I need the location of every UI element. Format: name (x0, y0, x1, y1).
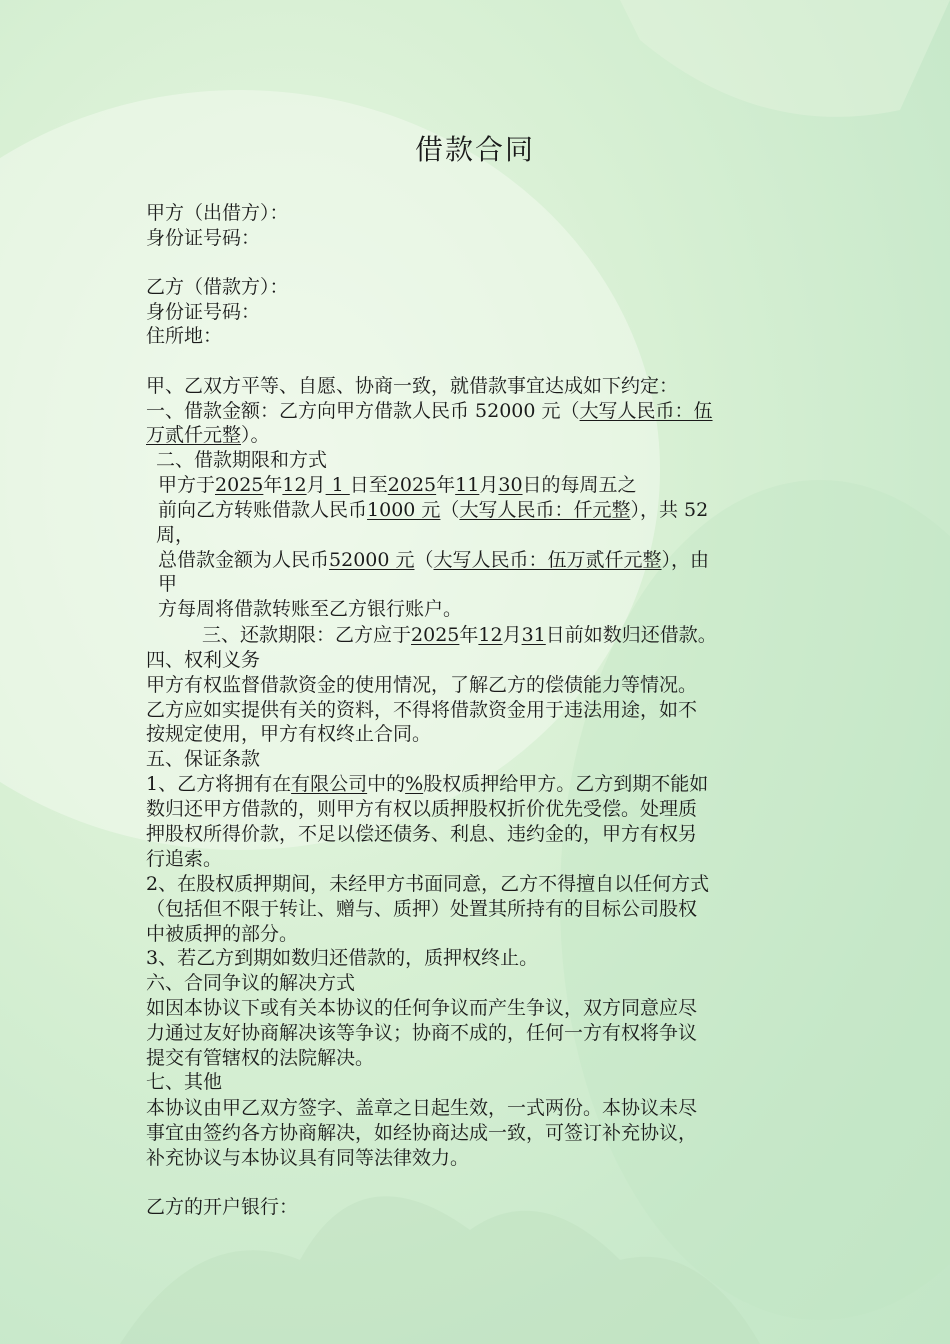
section-5-line-6: （包括但不限于转让、赠与、质押）处置其所持有的目标公司股权 (146, 898, 698, 920)
s1-text-a: 一、借款金额：乙方向甲方借款人民币 52000 元（ (146, 400, 580, 422)
s2-l2-b: （ (440, 499, 460, 521)
s2-l4-b: （ (414, 549, 434, 571)
s2-end-day: 30 (498, 474, 523, 496)
s2-l4-a: 总借款金额为人民币 (158, 549, 330, 571)
s2-end-year: 2025 (387, 474, 437, 496)
section-4-line-2: 乙方应如实提供有关的资料，不得将借款资金用于违法用途，如不 (146, 699, 698, 721)
s2-start-year: 2025 (215, 474, 264, 496)
section-4-heading: 四、权利义务 (146, 649, 261, 671)
party-b-label: 乙方（借款方）： (146, 276, 289, 298)
s2-l2-a: 前向乙方转账借款人民币 (158, 499, 368, 521)
s2-l1-g: 日的每周五之 (522, 474, 637, 496)
s3-b: 年 (459, 624, 479, 646)
s5-company: 有限公司 (291, 773, 368, 795)
party-a-id-label: 身份证号码： (146, 227, 261, 249)
section-5-line-8: 3、若乙方到期如数归还借款的，质押权终止。 (146, 947, 539, 969)
s2-weekly-amount: 1000 元 (367, 499, 441, 521)
party-b-address-label: 住所地： (146, 325, 223, 347)
s1-amount-words-a: 大写人民币：伍 (579, 400, 713, 422)
section-2-line-1 (158, 473, 637, 497)
section-2-line-3: 周， (156, 524, 195, 546)
s2-l1-f: 月 (479, 474, 499, 496)
s3-year: 2025 (411, 624, 460, 646)
s2-l1-e: 年 (436, 474, 456, 496)
intro-paragraph: 甲、乙双方平等、自愿、协商一致，就借款事宜达成如下约定： (146, 375, 679, 397)
s3-a: 三、还款期限：乙方应于 (202, 624, 412, 646)
section-7-line-3: 补充协议与本协议具有同等法律效力。 (146, 1147, 470, 1169)
s1-amount-words-b: 万贰仟元整 (146, 424, 242, 446)
section-4-line-3: 按规定使用，甲方有权终止合同。 (146, 723, 432, 745)
section-7-line-1: 本协议由甲乙双方签字、盖章之日起生效，一式两份。本协议未尽 (146, 1097, 698, 1119)
section-2-line-2 (158, 498, 708, 522)
bank-label: 乙方的开户银行： (146, 1196, 299, 1218)
section-4-line-1: 甲方有权监督借款资金的使用情况，了解乙方的偿债能力等情况。 (146, 674, 698, 696)
section-2-line-6: 方每周将借款转账至乙方银行账户。 (158, 598, 463, 620)
s3-day: 31 (521, 624, 546, 646)
party-a-label: 甲方（出借方）： (146, 202, 289, 224)
section-5-line-2: 数归还甲方借款的，则甲方有权以质押股权折价优先受偿。处理质 (146, 798, 698, 820)
s3-c: 月 (502, 624, 522, 646)
section-3-line (202, 623, 717, 647)
section-7-line-2: 事宜由签约各方协商解决，如经协商达成一致，可签订补充协议， (146, 1122, 698, 1144)
section-6-line-1: 如因本协议下或有关本协议的任何争议而产生争议，双方同意应尽 (146, 997, 698, 1019)
section-6-line-2: 力通过友好协商解决该等争议；协商不成的，任何一方有权将争议 (146, 1022, 698, 1044)
s2-start-day: 1 (325, 474, 350, 496)
section-7-heading: 七、其他 (146, 1071, 223, 1093)
section-5-line-4: 行追索。 (146, 848, 223, 870)
section-5-line-3: 押股权所得价款，不足以偿还债务、利息、违约金的，甲方有权另 (146, 823, 698, 845)
s3-d: 日前如数归还借款。 (545, 624, 717, 646)
section-6-line-3: 提交有管辖权的法院解决。 (146, 1047, 375, 1069)
s2-start-month: 12 (282, 474, 307, 496)
section-2-heading: 二、借款期限和方式 (156, 449, 328, 471)
section-5-line-5: 2、在股权质押期间，未经甲方书面同意，乙方不得擅自以任何方式 (146, 873, 710, 895)
s2-l1-b: 年 (263, 474, 283, 496)
s2-weekly-amount-words: 大写人民币：仟元整 (459, 499, 631, 521)
section-1-line-1 (146, 399, 713, 423)
s2-total-amount: 52000 元 (329, 549, 415, 571)
s3-month: 12 (478, 624, 503, 646)
s5-l1-b: 中的 (367, 773, 406, 795)
s2-l1-a: 甲方于 (158, 474, 216, 496)
s2-total-amount-words: 大写人民币：伍万贰仟元整 (433, 549, 662, 571)
s5-l1-c: 股权质押给甲方。乙方到期不能如 (423, 773, 709, 795)
s1-text-d: ）。 (241, 424, 270, 446)
s5-percent: % (405, 773, 424, 795)
s2-l1-d: 日至 (349, 474, 388, 496)
section-6-heading: 六、合同争议的解决方式 (146, 972, 356, 994)
party-b-id-label: 身份证号码： (146, 301, 261, 323)
section-1-line-2 (146, 423, 270, 447)
s5-l1-a: 1、乙方将拥有在 (146, 773, 292, 795)
s2-l2-c: ），共 52 (630, 499, 709, 521)
s2-end-month: 11 (455, 474, 480, 496)
section-5-heading: 五、保证条款 (146, 748, 261, 770)
section-5-line-1 (146, 772, 708, 796)
section-2-line-4 (158, 548, 709, 572)
s2-l1-c: 月 (306, 474, 326, 496)
section-5-line-7: 中被质押的部分。 (146, 923, 299, 945)
s2-l4-c: ），由 (661, 549, 710, 571)
section-2-line-5: 甲 (158, 573, 178, 595)
document-title: 借款合同 (414, 133, 535, 166)
